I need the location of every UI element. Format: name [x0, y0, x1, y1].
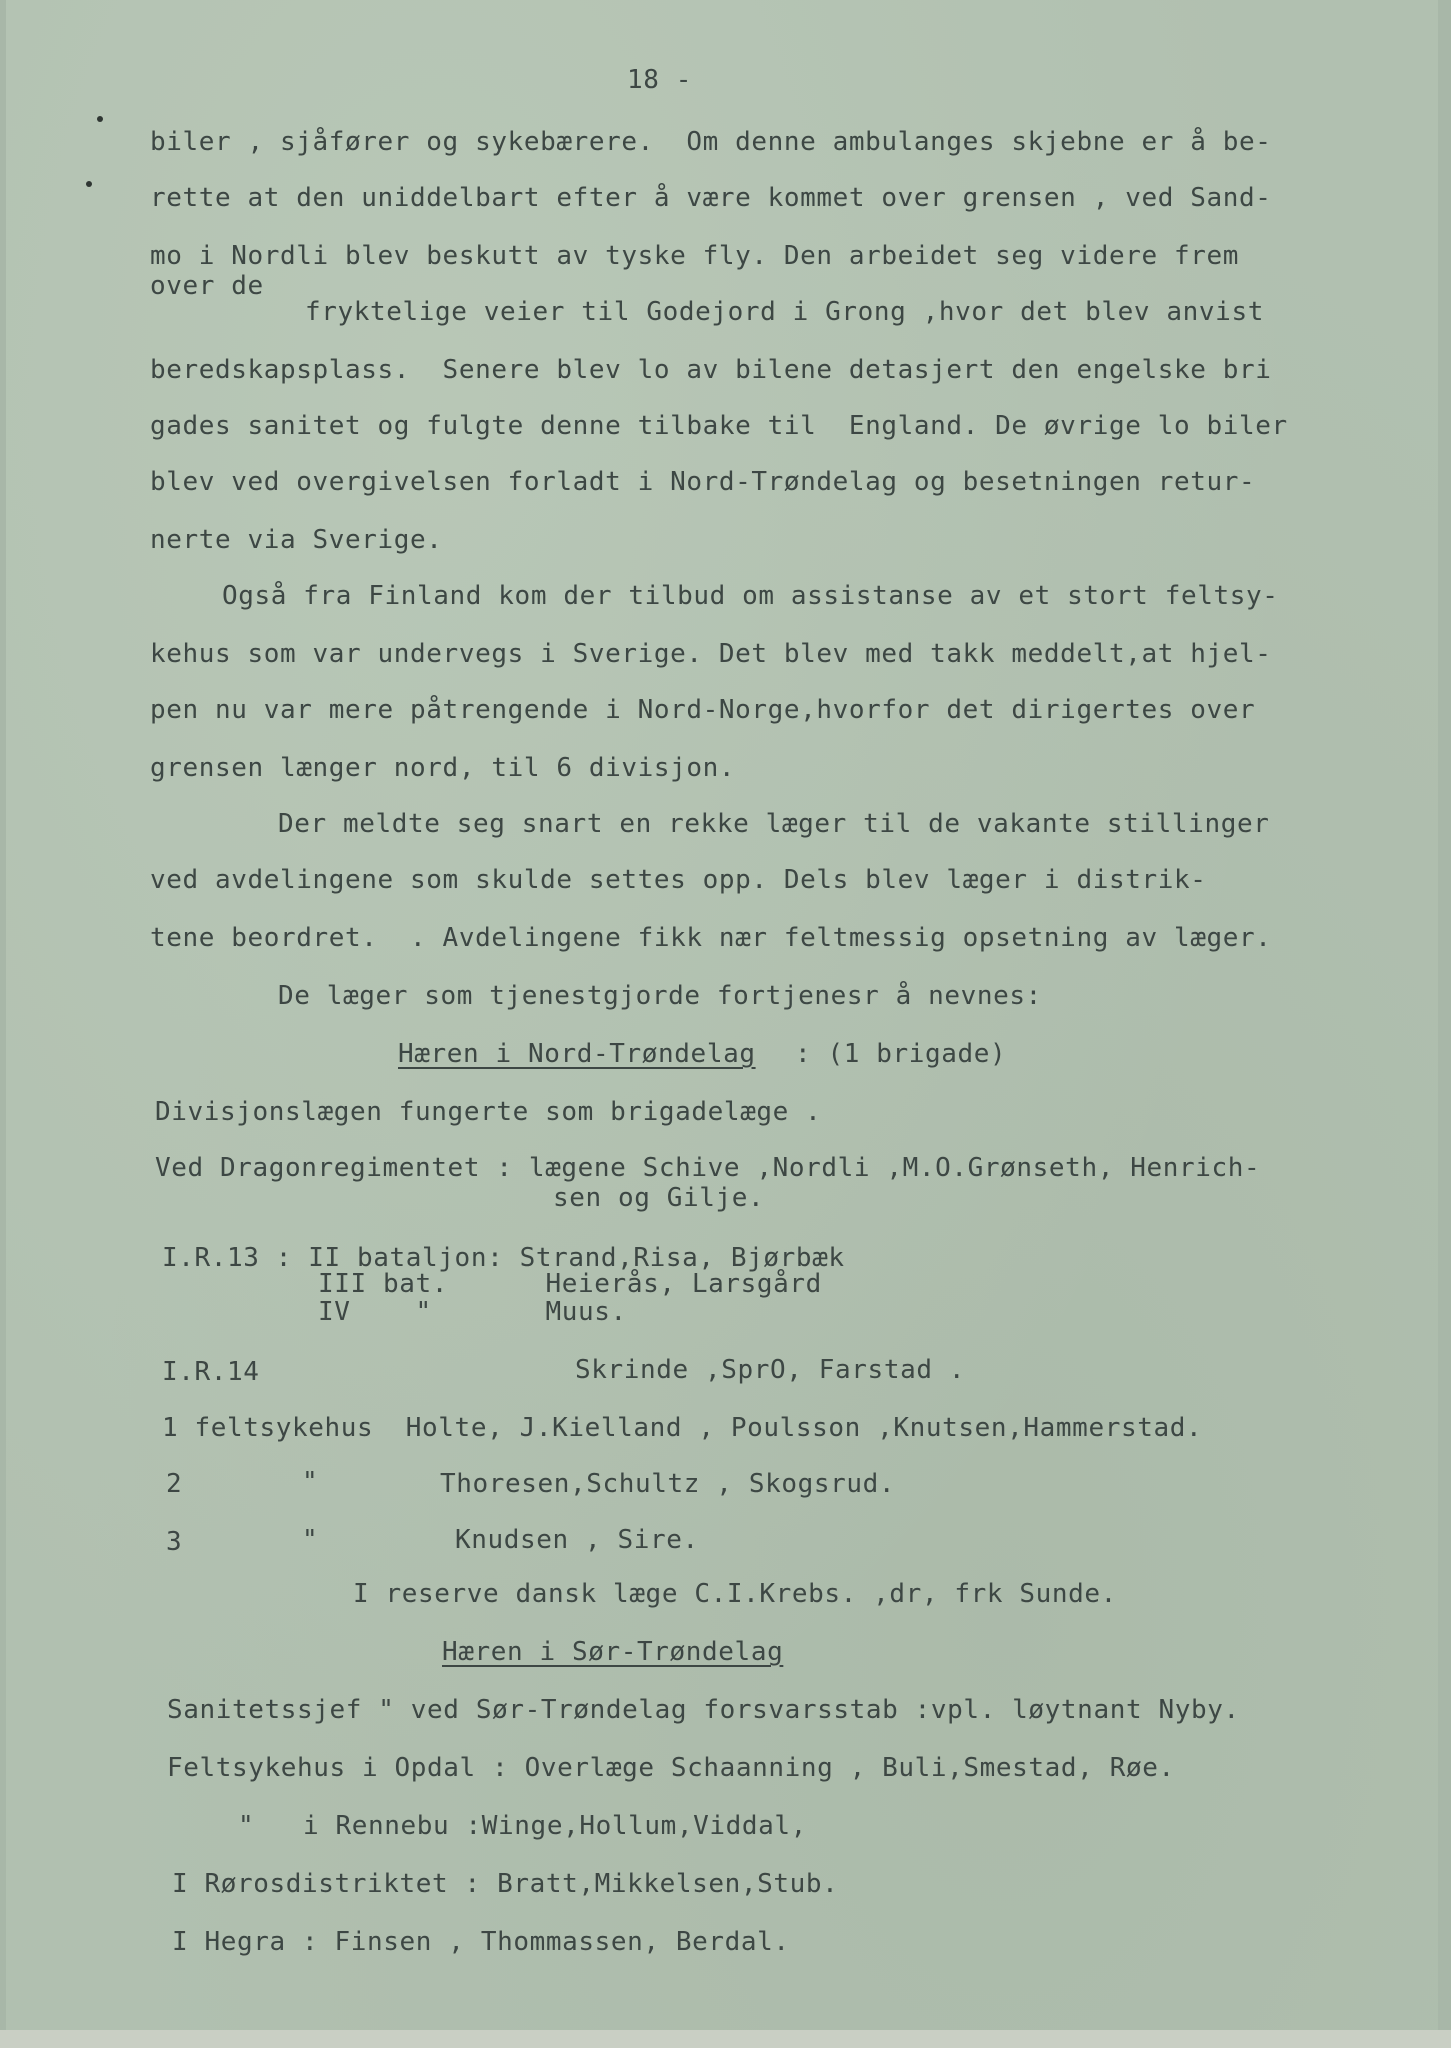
body-line: biler , sjåfører og sykebærere. Om denne ambulanges skjebne er å be- — [150, 127, 1272, 157]
body-line: Sanitetssjef " ved Sør-Trøndelag forsvarsstab :vpl. løytnant Nyby. — [167, 1695, 1240, 1725]
margin-dot-mark — [97, 116, 103, 122]
page-number: 18 - — [627, 65, 693, 95]
body-line: mo i Nordli blev beskutt av tyske fly. Den arbeidet seg videre frem — [150, 241, 1239, 271]
body-line: over de — [150, 271, 264, 301]
body-line: sen og Gilje. — [553, 1183, 765, 1213]
body-line: De læger som tjenestgjorde fortjenesr å nevnes: — [278, 981, 1042, 1011]
body-line: kehus som var undervegs i Sverige. Det blev med takk meddelt,at hjel- — [150, 639, 1272, 669]
roster-line: Thoresen,Schultz , Skogsrud. — [440, 1469, 896, 1499]
margin-dot-mark — [86, 181, 92, 187]
roster-line: IV " Muus. — [318, 1297, 627, 1327]
section-heading-sor-trondelag: Hæren i Sør-Trøndelag — [442, 1637, 784, 1667]
body-line: I Rørosdistriktet : Bratt,Mikkelsen,Stub. — [172, 1869, 839, 1899]
body-line: tene beordret. . Avdelingene fikk nær feltmessig opsetning av læger. — [150, 923, 1272, 953]
body-line: I reserve dansk læge C.I.Krebs. ,dr, frk Sunde. — [353, 1579, 1117, 1609]
body-line: Der meldte seg snart en rekke læger til de vakante stillinger — [278, 809, 1270, 839]
roster-line: I.R.14 — [162, 1357, 260, 1387]
body-line: grensen længer nord, til 6 divisjon. — [150, 753, 736, 783]
body-line: Divisjonslægen fungerte som brigadelæge . — [155, 1097, 822, 1127]
body-line: beredskapsplass. Senere blev lo av bilene detasjert den engelske bri — [150, 355, 1272, 385]
roster-line: I.R.13 : II bataljon: Strand,Risa, Bjørbæk — [162, 1243, 845, 1273]
roster-line: Skrinde ,SprO, Farstad . — [575, 1355, 966, 1385]
roster-number: 3 — [166, 1527, 183, 1557]
ditto-mark: " — [302, 1525, 319, 1555]
body-line: nerte via Sverige. — [150, 525, 443, 555]
section-heading-nord-trondelag: Hæren i Nord-Trøndelag — [398, 1039, 756, 1069]
body-line: Ved Dragonregimentet : lægene Schive ,Nordli ,M.O.Grønseth, Henrich- — [155, 1153, 1261, 1183]
roster-line: 1 feltsykehus Holte, J.Kielland , Poulsson ,Knutsen,Hammerstad. — [162, 1413, 1203, 1443]
roster-line: Knudsen , Sire. — [455, 1525, 699, 1555]
body-line: I Hegra : Finsen , Thommassen, Berdal. — [172, 1927, 790, 1957]
section-heading-note: : (1 brigade) — [795, 1039, 1007, 1069]
body-line: blev ved overgivelsen forladt i Nord-Trøndelag og besetningen retur- — [150, 467, 1256, 497]
body-line: Feltsykehus i Opdal : Overlæge Schaanning , Buli,Smestad, Røe. — [167, 1753, 1175, 1783]
body-line: pen nu var mere påtrengende i Nord-Norge,hvorfor det dirigertes over — [150, 695, 1256, 725]
body-line: gades sanitet og fulgte denne tilbake til England. De øvrige lo biler — [150, 411, 1288, 441]
body-line: ved avdelingene som skulde settes opp. Dels blev læger i distrik- — [150, 865, 1207, 895]
body-line: Også fra Finland kom der tilbud om assistanse av et stort feltsy- — [222, 581, 1279, 611]
body-line: rette at den uniddelbart efter å være kommet over grensen , ved Sand- — [150, 183, 1272, 213]
ditto-mark: " — [302, 1467, 319, 1497]
roster-number: 2 — [166, 1469, 183, 1499]
scanner-bed-edge — [0, 2030, 1451, 2048]
body-line: " i Rennebu :Winge,Hollum,Viddal, — [238, 1811, 807, 1841]
body-line: fryktelige veier til Godejord i Grong ,hvor det blev anvist — [305, 297, 1264, 327]
roster-line: III bat. Heierås, Larsgård — [318, 1269, 822, 1299]
